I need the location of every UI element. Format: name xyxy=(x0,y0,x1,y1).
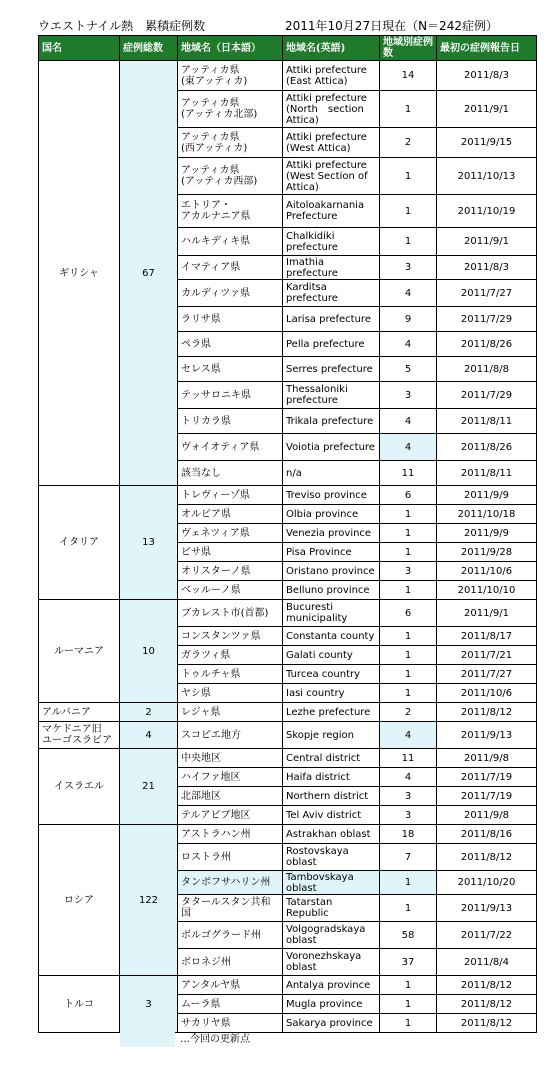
table-row xyxy=(39,600,537,627)
cases-table xyxy=(38,35,537,1033)
region-name-en: Attiki prefecture (West Attica) xyxy=(283,128,380,158)
region-name-en: Karditsa prefecture xyxy=(283,280,380,307)
first-report-date: 2011/9/28 xyxy=(437,543,537,562)
region-cases: 14 xyxy=(380,61,437,91)
region-name-ja: タタールスタン共和 国 xyxy=(178,895,283,922)
region-name-en: Larisa prefecture xyxy=(283,307,380,332)
region-cases: 1 xyxy=(380,627,437,646)
first-report-date: 2011/9/15 xyxy=(437,128,537,158)
table-body xyxy=(39,61,537,1033)
region-name-ja: ガラツィ県 xyxy=(178,646,283,665)
country-name: アルバニア xyxy=(39,703,120,722)
country-name: イタリア xyxy=(39,486,120,600)
country-name: ルーマニア xyxy=(39,600,120,703)
region-cases: 4 xyxy=(380,434,437,461)
first-report-date: 2011/8/26 xyxy=(437,434,537,461)
region-cases: 3 xyxy=(380,787,437,806)
header-region-en: 地域名(英語) xyxy=(283,36,380,61)
first-report-date: 2011/7/27 xyxy=(437,665,537,684)
region-cases: 1 xyxy=(380,195,437,228)
first-report-date: 2011/10/10 xyxy=(437,581,537,600)
region-cases: 1 xyxy=(380,581,437,600)
country-name: ギリシャ xyxy=(39,61,120,486)
legend-text: …今回の更新点 xyxy=(180,1034,250,1045)
region-name-en: n/a xyxy=(283,461,380,486)
region-name-en: Belluno province xyxy=(283,581,380,600)
region-name-en: Constanta county xyxy=(283,627,380,646)
table-title: ウエストナイル熱 累積症例数 xyxy=(38,19,206,33)
first-report-date: 2011/8/17 xyxy=(437,627,537,646)
country-total: 3 xyxy=(120,976,178,1033)
region-cases: 1 xyxy=(380,646,437,665)
region-cases: 1 xyxy=(380,895,437,922)
region-cases: 1 xyxy=(380,505,437,524)
first-report-date: 2011/8/4 xyxy=(437,949,537,976)
first-report-date: 2011/10/20 xyxy=(437,871,537,895)
region-cases: 1 xyxy=(380,158,437,195)
region-cases: 1 xyxy=(380,976,437,995)
region-name-en: Aitoloakarnania Prefecture xyxy=(283,195,380,228)
region-cases: 3 xyxy=(380,256,437,280)
region-name-en: Pisa Province xyxy=(283,543,380,562)
region-name-en: Thessaloniki prefecture xyxy=(283,382,380,409)
first-report-date: 2011/7/19 xyxy=(437,768,537,787)
region-cases: 4 xyxy=(380,722,437,749)
region-name-en: Lezhe prefecture xyxy=(283,703,380,722)
region-cases: 1 xyxy=(380,524,437,543)
title-bar xyxy=(38,17,536,35)
first-report-date: 2011/7/19 xyxy=(437,787,537,806)
region-cases: 2 xyxy=(380,128,437,158)
region-name-ja: アッティカ県 (西アッティカ) xyxy=(178,128,283,158)
region-name-ja: アッティカ県 (アッティカ北部) xyxy=(178,91,283,128)
region-name-ja: オリスターノ県 xyxy=(178,562,283,581)
table-row xyxy=(39,486,537,505)
region-name-ja: ボルゴグラード州 xyxy=(178,922,283,949)
region-name-ja: ヴェネツィア県 xyxy=(178,524,283,543)
region-cases: 58 xyxy=(380,922,437,949)
region-name-en: Northern district xyxy=(283,787,380,806)
region-name-en: Central district xyxy=(283,749,380,768)
first-report-date: 2011/8/12 xyxy=(437,1014,537,1033)
region-name-ja: 該当なし xyxy=(178,461,283,486)
region-name-ja: 中央地区 xyxy=(178,749,283,768)
header-row xyxy=(39,36,537,61)
first-report-date: 2011/7/29 xyxy=(437,307,537,332)
table-row xyxy=(39,976,537,995)
region-cases: 1 xyxy=(380,684,437,703)
first-report-date: 2011/10/13 xyxy=(437,158,537,195)
region-cases: 37 xyxy=(380,949,437,976)
region-name-ja: ハルキディキ県 xyxy=(178,228,283,256)
region-name-ja: テルアビブ地区 xyxy=(178,806,283,825)
region-name-ja: セレス県 xyxy=(178,357,283,382)
region-cases: 4 xyxy=(380,409,437,434)
first-report-date: 2011/9/13 xyxy=(437,895,537,922)
table-row xyxy=(39,825,537,844)
region-cases: 1 xyxy=(380,1014,437,1033)
region-name-en: Attiki prefecture (North section Attica) xyxy=(283,91,380,128)
first-report-date: 2011/7/22 xyxy=(437,922,537,949)
region-cases: 6 xyxy=(380,600,437,627)
region-name-en: Olbia province xyxy=(283,505,380,524)
first-report-date: 2011/8/8 xyxy=(437,357,537,382)
region-cases: 6 xyxy=(380,486,437,505)
table-row xyxy=(39,703,537,722)
country-total: 10 xyxy=(120,600,178,703)
region-name-ja: テッサロニキ県 xyxy=(178,382,283,409)
region-cases: 11 xyxy=(380,461,437,486)
region-cases: 1 xyxy=(380,665,437,684)
first-report-date: 2011/7/29 xyxy=(437,382,537,409)
region-cases: 4 xyxy=(380,332,437,357)
region-cases: 18 xyxy=(380,825,437,844)
first-report-date: 2011/8/26 xyxy=(437,332,537,357)
region-name-ja: トリカラ県 xyxy=(178,409,283,434)
region-name-ja: ムーラ県 xyxy=(178,995,283,1014)
region-name-en: Tatarstan Republic xyxy=(283,895,380,922)
region-name-en: Venezia province xyxy=(283,524,380,543)
region-name-ja: アンタルヤ県 xyxy=(178,976,283,995)
first-report-date: 2011/8/11 xyxy=(437,461,537,486)
country-total: 67 xyxy=(120,61,178,486)
region-name-ja: スコピエ地方 xyxy=(178,722,283,749)
country-total: 13 xyxy=(120,486,178,600)
region-name-ja: トレヴィーゾ県 xyxy=(178,486,283,505)
region-cases: 1 xyxy=(380,543,437,562)
first-report-date: 2011/8/11 xyxy=(437,409,537,434)
region-name-ja: アストラハン州 xyxy=(178,825,283,844)
region-name-en: Galati county xyxy=(283,646,380,665)
country-name: トルコ xyxy=(39,976,120,1033)
first-report-date: 2011/9/9 xyxy=(437,486,537,505)
header-region-ja: 地域名（日本語） xyxy=(178,36,283,61)
region-name-ja: ラリサ県 xyxy=(178,307,283,332)
first-report-date: 2011/8/12 xyxy=(437,844,537,871)
region-cases: 11 xyxy=(380,749,437,768)
country-total: 4 xyxy=(120,722,178,749)
region-name-en: Haifa district xyxy=(283,768,380,787)
region-cases: 7 xyxy=(380,844,437,871)
region-cases: 1 xyxy=(380,91,437,128)
first-report-date: 2011/10/6 xyxy=(437,684,537,703)
header-country: 国名 xyxy=(39,36,120,61)
first-report-date: 2011/9/8 xyxy=(437,806,537,825)
region-name-en: Serres prefecture xyxy=(283,357,380,382)
region-name-en: Treviso province xyxy=(283,486,380,505)
first-report-date: 2011/7/27 xyxy=(437,280,537,307)
region-name-ja: トゥルチャ県 xyxy=(178,665,283,684)
region-name-en: Voiotia prefecture xyxy=(283,434,380,461)
region-name-en: Imathia prefecture xyxy=(283,256,380,280)
country-total: 2 xyxy=(120,703,178,722)
region-name-ja: ピサ県 xyxy=(178,543,283,562)
country-total: 21 xyxy=(120,749,178,825)
first-report-date: 2011/8/16 xyxy=(437,825,537,844)
region-name-en: Pella prefecture xyxy=(283,332,380,357)
region-name-ja: サカリヤ県 xyxy=(178,1014,283,1033)
region-name-en: Sakarya province xyxy=(283,1014,380,1033)
first-report-date: 2011/10/6 xyxy=(437,562,537,581)
region-cases: 9 xyxy=(380,307,437,332)
region-name-ja: コンスタンツァ県 xyxy=(178,627,283,646)
region-name-ja: カルディツァ県 xyxy=(178,280,283,307)
region-name-en: Iasi country xyxy=(283,684,380,703)
region-name-en: Chalkidiki prefecture xyxy=(283,228,380,256)
region-cases: 1 xyxy=(380,871,437,895)
first-report-date: 2011/8/12 xyxy=(437,703,537,722)
legend-swatch xyxy=(120,1032,175,1047)
first-report-date: 2011/9/1 xyxy=(437,228,537,256)
first-report-date: 2011/10/18 xyxy=(437,505,537,524)
region-name-en: Trikala prefecture xyxy=(283,409,380,434)
country-total: 122 xyxy=(120,825,178,976)
region-name-ja: ボロネジ州 xyxy=(178,949,283,976)
region-name-en: Oristano province xyxy=(283,562,380,581)
region-name-ja: ハイファ地区 xyxy=(178,768,283,787)
region-name-ja: 北部地区 xyxy=(178,787,283,806)
region-cases: 1 xyxy=(380,228,437,256)
region-name-en: Bucuresti municipality xyxy=(283,600,380,627)
country-name: イスラエル xyxy=(39,749,120,825)
region-cases: 1 xyxy=(380,995,437,1014)
region-name-en: Rostovskaya oblast xyxy=(283,844,380,871)
table-row xyxy=(39,61,537,91)
first-report-date: 2011/9/1 xyxy=(437,600,537,627)
region-name-ja: ヴォイオティア県 xyxy=(178,434,283,461)
region-cases: 3 xyxy=(380,806,437,825)
region-name-ja: ヤシ県 xyxy=(178,684,283,703)
region-name-ja: ベッルーノ県 xyxy=(178,581,283,600)
region-name-en: Turcea country xyxy=(283,665,380,684)
first-report-date: 2011/9/13 xyxy=(437,722,537,749)
region-cases: 3 xyxy=(380,562,437,581)
region-name-en: Astrakhan oblast xyxy=(283,825,380,844)
region-name-ja: タンボフサハリン州 xyxy=(178,871,283,895)
header-total: 症例総数 xyxy=(120,36,178,61)
region-name-ja: イマティア県 xyxy=(178,256,283,280)
table-row xyxy=(39,749,537,768)
region-cases: 3 xyxy=(380,382,437,409)
region-name-ja: ペラ県 xyxy=(178,332,283,357)
first-report-date: 2011/10/19 xyxy=(437,195,537,228)
first-report-date: 2011/9/9 xyxy=(437,524,537,543)
region-cases: 5 xyxy=(380,357,437,382)
region-name-ja: オルビア県 xyxy=(178,505,283,524)
region-name-ja: ロストラ州 xyxy=(178,844,283,871)
region-name-ja: アッティカ県 (アッティカ西部) xyxy=(178,158,283,195)
region-name-en: Attiki prefecture (West Section of Attica) xyxy=(283,158,380,195)
table-row xyxy=(39,722,537,749)
status-date: 2011年10月27日現在（N＝242症例） xyxy=(285,19,498,33)
region-name-ja: レジャ県 xyxy=(178,703,283,722)
region-cases: 4 xyxy=(380,280,437,307)
region-name-en: Skopje region xyxy=(283,722,380,749)
first-report-date: 2011/8/12 xyxy=(437,995,537,1014)
region-name-en: Antalya province xyxy=(283,976,380,995)
first-report-date: 2011/8/12 xyxy=(437,976,537,995)
first-report-date: 2011/9/8 xyxy=(437,749,537,768)
region-name-en: Attiki prefecture (East Attica) xyxy=(283,61,380,91)
region-name-en: Tel Aviv district xyxy=(283,806,380,825)
region-name-ja: ブカレスト市(首都) xyxy=(178,600,283,627)
region-cases: 4 xyxy=(380,768,437,787)
region-name-en: Tambovskaya oblast xyxy=(283,871,380,895)
region-name-en: Volgogradskaya oblast xyxy=(283,922,380,949)
country-name: ロシア xyxy=(39,825,120,976)
header-region-cases: 地域別症例数 xyxy=(380,36,437,61)
region-name-en: Mugla province xyxy=(283,995,380,1014)
region-name-ja: エトリア・ アカルナニア県 xyxy=(178,195,283,228)
country-name: マケドニア旧 ユーゴスラビア xyxy=(39,722,120,749)
first-report-date: 2011/9/1 xyxy=(437,91,537,128)
header-first-report: 最初の症例報告日 xyxy=(437,36,537,61)
region-cases: 2 xyxy=(380,703,437,722)
first-report-date: 2011/8/3 xyxy=(437,256,537,280)
region-name-en: Voronezhskaya oblast xyxy=(283,949,380,976)
region-name-ja: アッティカ県 (東アッティカ) xyxy=(178,61,283,91)
first-report-date: 2011/7/21 xyxy=(437,646,537,665)
first-report-date: 2011/8/3 xyxy=(437,61,537,91)
